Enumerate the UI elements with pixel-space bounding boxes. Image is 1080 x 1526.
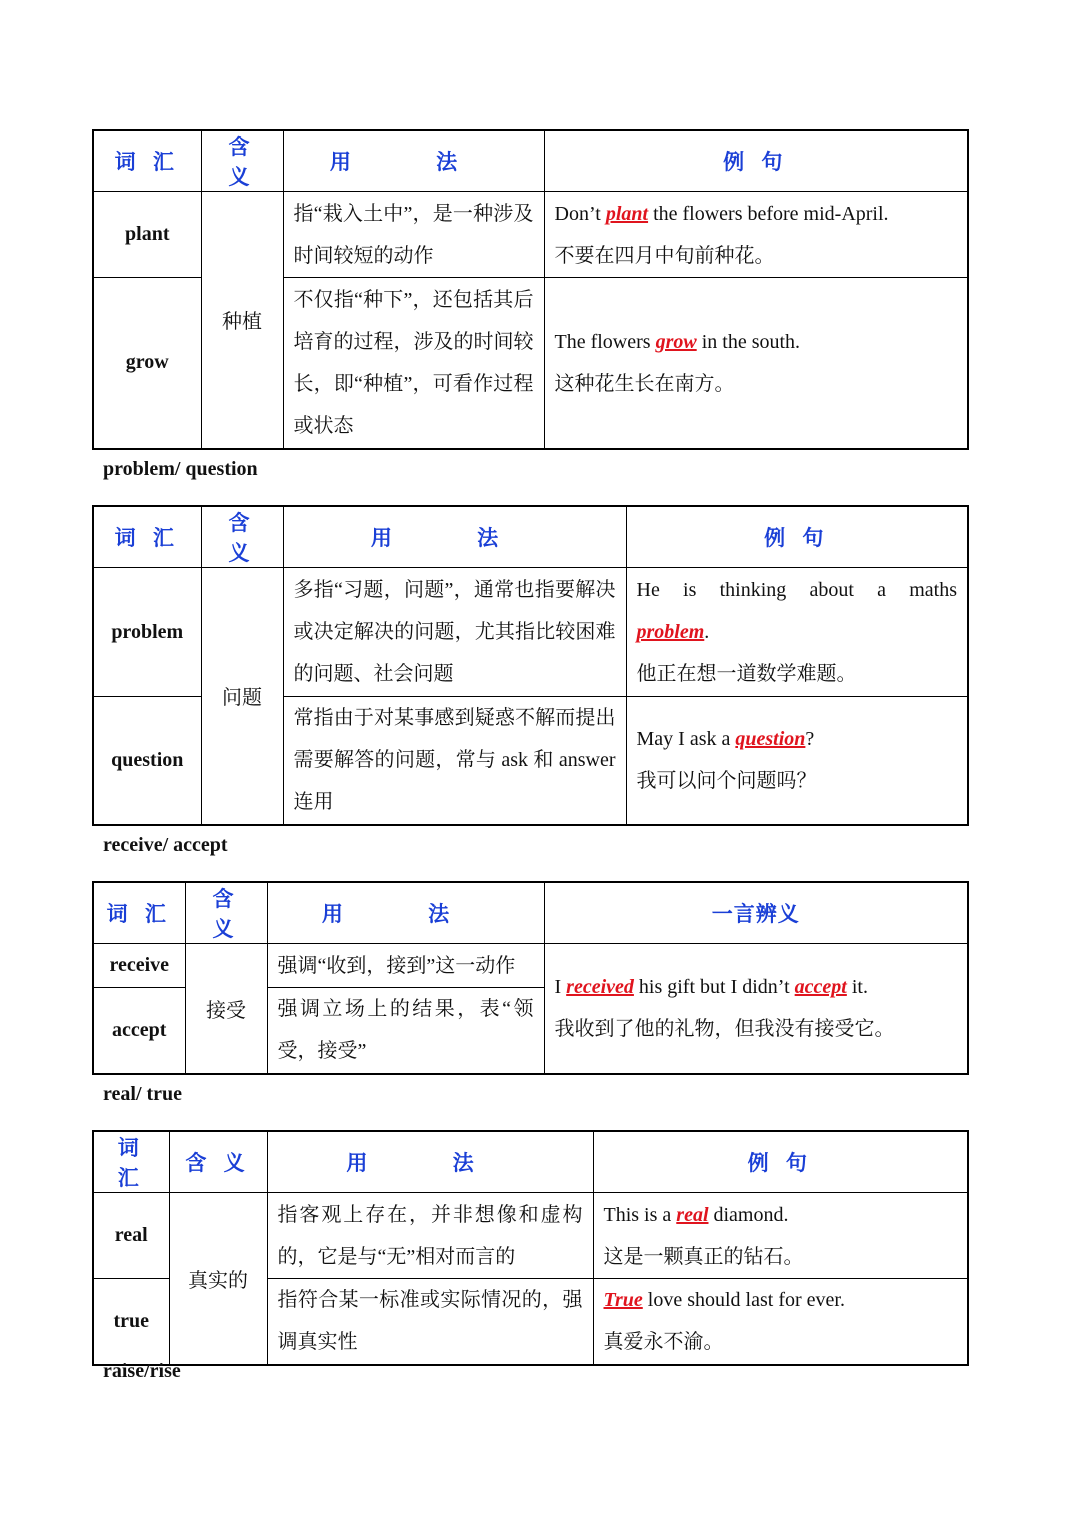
keyword: question [735,728,806,751]
example-en: He is thinking about a maths [636,579,957,601]
section-heading: problem/ question [103,458,258,480]
example-cn: 我可以问个问题吗？ [636,770,817,793]
header-word: 词 汇 [93,882,185,944]
example-text: love should last for ever. [642,1289,845,1312]
example-en-cont [637,611,958,653]
usage-cell: 常指由于对某事感到疑惑不解而提出需要解答的问题，常与 ask 和 answer 连用 [283,697,626,825]
example-en [555,321,958,363]
word-cell: question [93,697,201,825]
example-cell [544,192,968,278]
word-cell: accept [93,988,185,1074]
header-example: 例 句 [593,1131,968,1193]
example-en [555,193,958,235]
meaning-cell: 种植 [201,192,283,449]
example-en [555,966,958,1008]
keyword: received [566,976,634,999]
word-cell: grow [93,278,201,449]
keyword: problem [636,621,705,643]
example-text: it. [846,976,868,999]
word-cell: plant [93,192,201,278]
example-text: May I ask a [636,728,736,751]
example-cn: 这是一颗真正的钻石。 [603,1245,804,1268]
word-cell: true [93,1279,169,1365]
example-cell [544,944,968,1074]
example-cn: 不要在四月中旬前种花。 [554,244,775,267]
header-usage: 用 法 [283,506,626,568]
keyword: real [676,1203,709,1226]
example-cell [544,278,968,449]
usage-cell: 多指“习题，问题”，通常也指要解决或决定解决的问题，尤其指比较困难的问题、社会问题 [283,568,626,697]
example-text: . [704,621,710,643]
header-meaning: 含 义 [201,506,283,568]
meaning-cell: 接受 [185,944,267,1074]
usage-cell: 不仅指“种下”，还包括其后培育的过程，涉及的时间较长，即“种植”，可看作过程或状态 [283,278,544,449]
keyword: plant [605,202,649,225]
header-meaning: 含 义 [201,130,283,192]
example-text: diamond. [708,1203,789,1226]
example-en [637,718,958,760]
example-text: I [554,976,567,999]
vocab-table-real-true [92,1130,969,1366]
example-cn: 我收到了他的礼物，但我没有接受它。 [554,1018,895,1041]
header-word: 词 汇 [93,506,201,568]
usage-cell: 指“栽入土中”，是一种涉及时间较短的动作 [283,192,544,278]
keyword: True [603,1289,643,1312]
vocab-table-problem-question [92,505,969,826]
header-meaning: 含 义 [185,882,267,944]
header-word: 词 汇 [93,130,201,192]
keyword: accept [794,976,847,999]
example-text: the flowers before mid-April. [648,202,889,225]
example-text: in the south. [696,330,801,353]
example-en [604,1194,958,1236]
example-cell [593,1193,968,1279]
header-usage: 用 法 [267,1131,593,1193]
example-en [604,1279,958,1321]
meaning-cell: 真实的 [169,1193,267,1365]
section-heading: real/ true [103,1083,183,1105]
example-text: Don’t [554,202,606,225]
usage-cell: 强调立场上的结果，表“领受，接受” [267,988,544,1074]
header-usage: 用 法 [267,882,544,944]
example-cn: 这种花生长在南方。 [554,372,735,395]
example-text: his gift but I didn’t [633,976,795,999]
word-cell: receive [93,944,185,988]
example-text: This is a [603,1203,677,1226]
header-meaning: 含 义 [169,1131,267,1193]
example-cn: 他正在想一道数学难题。 [636,663,857,685]
header-example: 一言辨义 [544,882,968,944]
section-heading: raise/rise [103,1360,181,1382]
word-cell: real [93,1193,169,1279]
header-example: 例 句 [626,506,968,568]
vocab-table-plant-grow [92,129,969,450]
example-cn: 真爱永不渝。 [603,1331,724,1354]
meaning-cell: 问题 [201,568,283,825]
example-cell [593,1279,968,1365]
example-text: The flowers [554,330,656,353]
header-word: 词 汇 [93,1131,169,1193]
usage-cell: 指符合某一标准或实际情况的，强调真实性 [267,1279,593,1365]
header-usage: 用 法 [283,130,544,192]
keyword: grow [655,330,697,353]
vocab-table-receive-accept [92,881,969,1075]
example-cell [626,568,968,697]
word-cell: problem [93,568,201,697]
usage-cell: 指客观上存在，并非想像和虚构的，它是与“无”相对而言的 [267,1193,593,1279]
example-cell [626,697,968,825]
usage-cell: 强调“收到，接到”这一动作 [267,944,544,988]
section-heading: receive/ accept [103,834,228,856]
header-example: 例 句 [544,130,968,192]
example-text: ? [805,728,815,751]
